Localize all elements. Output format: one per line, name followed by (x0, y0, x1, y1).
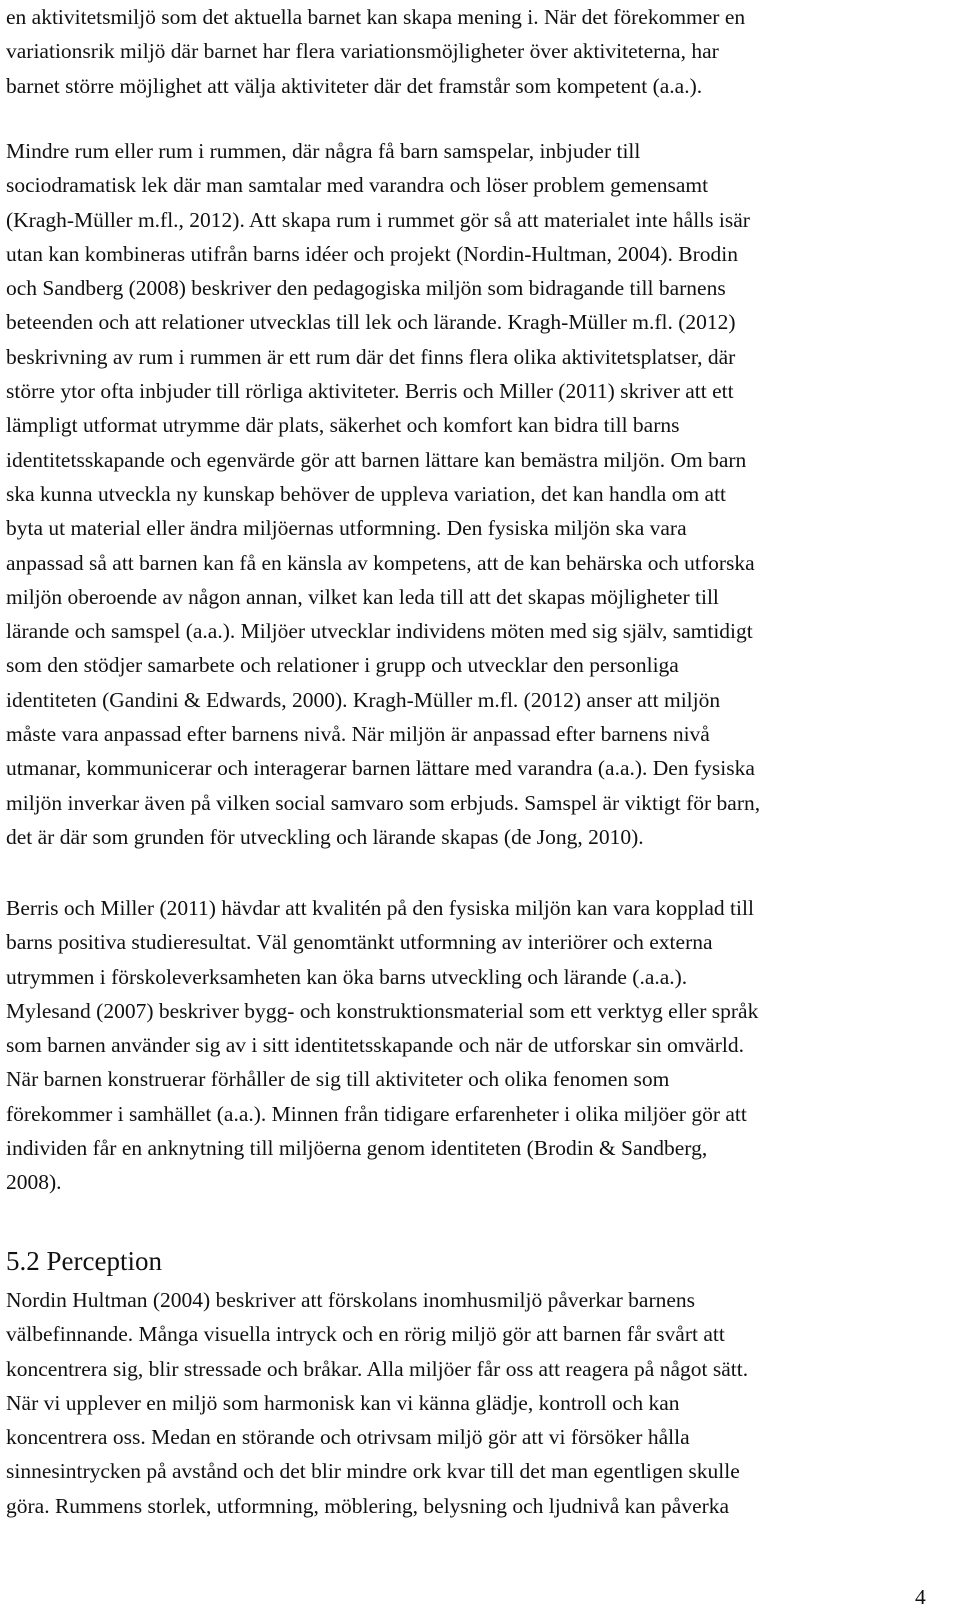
text-line: lärande och samspel (a.a.). Miljöer utvecklar individens möten med sig själv, samtidigt (6, 619, 753, 644)
text-line: en aktivitetsmiljö som det aktuella barnet kan skapa mening i. När det förekommer en (6, 5, 746, 29)
text-line: anpassad så att barnen kan få en känsla av kompetens, att de kan behärska och utforska (6, 550, 755, 575)
text-line: beteenden och att relationer utvecklas till lek och lärande. Kragh-Müller m.fl. (2012) (6, 310, 736, 335)
paragraph-3 (6, 891, 758, 1200)
text-line: Berris och Miller (2011) hävdar att kvalitén på den fysiska miljön kan vara kopplad till (6, 896, 754, 920)
text-line: koncentrera oss. Medan en störande och otrivsam miljö gör att vi försöker hålla (6, 1425, 690, 1450)
text-line: koncentrera sig, blir stressade och bråkar. Alla miljöer får oss att reagera på något sätt. (6, 1356, 749, 1381)
text-line: (Kragh-Müller m.fl., 2012). Att skapa rum i rummet gör så att materialet inte hålls isär (6, 207, 750, 232)
text-line: utmanar, kommunicerar och interagerar barnen lättare med varandra (a.a.). Den fysiska (6, 756, 755, 781)
paragraph-4 (6, 1283, 748, 1523)
text-line: större ytor ofta inbjuder till rörliga aktiviteter. Berris och Miller (2011) skriver att ett (6, 379, 734, 404)
text-line: som den stödjer samarbete och relationer i grupp och utvecklar den personliga (6, 653, 679, 678)
text-line: lämpligt utformat utrymme där plats, säkerhet och komfort kan bidra till barns (6, 413, 680, 438)
paragraph-2 (6, 134, 760, 854)
text-line: och Sandberg (2008) beskriver den pedagogiska miljön som bidragande till barnens (6, 276, 726, 301)
paragraph-1 (6, 0, 745, 103)
text-line: barnet större möjlighet att välja aktiviteter där det framstår som kompetent (a.a.). (6, 73, 703, 98)
section-heading: 5.2 Perception (6, 1246, 162, 1276)
text-line: ska kunna utveckla ny kunskap behöver de uppleva variation, det kan handla om att (6, 481, 727, 506)
text-line: När vi upplever en miljö som harmonisk kan vi känna glädje, kontroll och kan (6, 1390, 680, 1415)
text-line: miljön oberoende av någon annan, vilket kan leda till att det skapas möjligheter till (6, 584, 719, 609)
text-line: Nordin Hultman (2004) beskriver att förskolans inomhusmiljö påverkar barnens (6, 1288, 696, 1312)
text-line: sociodramatisk lek där man samtalar med varandra och löser problem gemensamt (6, 173, 709, 198)
text-line: utrymmen i förskoleverksamheten kan öka barns utveckling och lärande (.a.a.). (6, 964, 688, 989)
text-line: måste vara anpassad efter barnens nivå. När miljön är anpassad efter barnens nivå (6, 722, 710, 747)
text-line: barns positiva studieresultat. Väl genomtänkt utformning av interiörer och externa (6, 930, 713, 955)
text-line: beskrivning av rum i rummen är ett rum där det finns flera olika aktivitetsplatser, där (6, 344, 736, 369)
text-line: variationsrik miljö där barnet har flera variationsmöjligheter över aktiviteterna, har (6, 39, 719, 64)
text-line: utan kan kombineras utifrån barns idéer och projekt (Nordin-Hultman, 2004). Brodin (6, 241, 739, 266)
text-line: välbefinnande. Många visuella intryck och en rörig miljö gör att barnen får svårt att (6, 1322, 725, 1347)
text-line: Mindre rum eller rum i rummen, där några få barn samspelar, inbjuder till (6, 139, 641, 163)
text-line: miljön inverkar även på vilken social samvaro som erbjuds. Samspel är viktigt för barn, (6, 790, 761, 815)
text-line: sinnesintrycken på avstånd och det blir mindre ork kvar till det man egentligen skulle (6, 1459, 740, 1484)
text-line: förekommer i samhället (a.a.). Minnen från tidigare erfarenheter i olika miljöer gör att (6, 1101, 747, 1126)
text-line: som barnen använder sig av i sitt identitetsskapande och när de utforskar sin omvärld. (6, 1033, 744, 1058)
text-line: identiteten (Gandini & Edwards, 2000). Kragh-Müller m.fl. (2012) anser att miljön (6, 687, 721, 712)
text-line: göra. Rummens storlek, utformning, möblering, belysning och ljudnivå kan påverka (6, 1493, 730, 1518)
text-line: Mylesand (2007) beskriver bygg- och konstruktionsmaterial som ett verktyg eller språk (6, 998, 759, 1023)
page-number: 4 (915, 1585, 926, 1609)
text-line: 2008). (6, 1170, 62, 1195)
text-line: individen får en anknytning till miljöerna genom identiteten (Brodin & Sandberg, (6, 1136, 708, 1161)
text-line: byta ut material eller ändra miljöernas utformning. Den fysiska miljön ska vara (6, 516, 687, 541)
text-line: identitetsskapande och egenvärde gör att barnen lättare kan bemästra miljön. Om barn (6, 447, 747, 472)
text-line: det är där som grunden för utveckling och lärande skapas (de Jong, 2010). (6, 824, 644, 849)
text-line: När barnen konstruerar förhåller de sig till aktiviteter och olika fenomen som (6, 1067, 670, 1092)
